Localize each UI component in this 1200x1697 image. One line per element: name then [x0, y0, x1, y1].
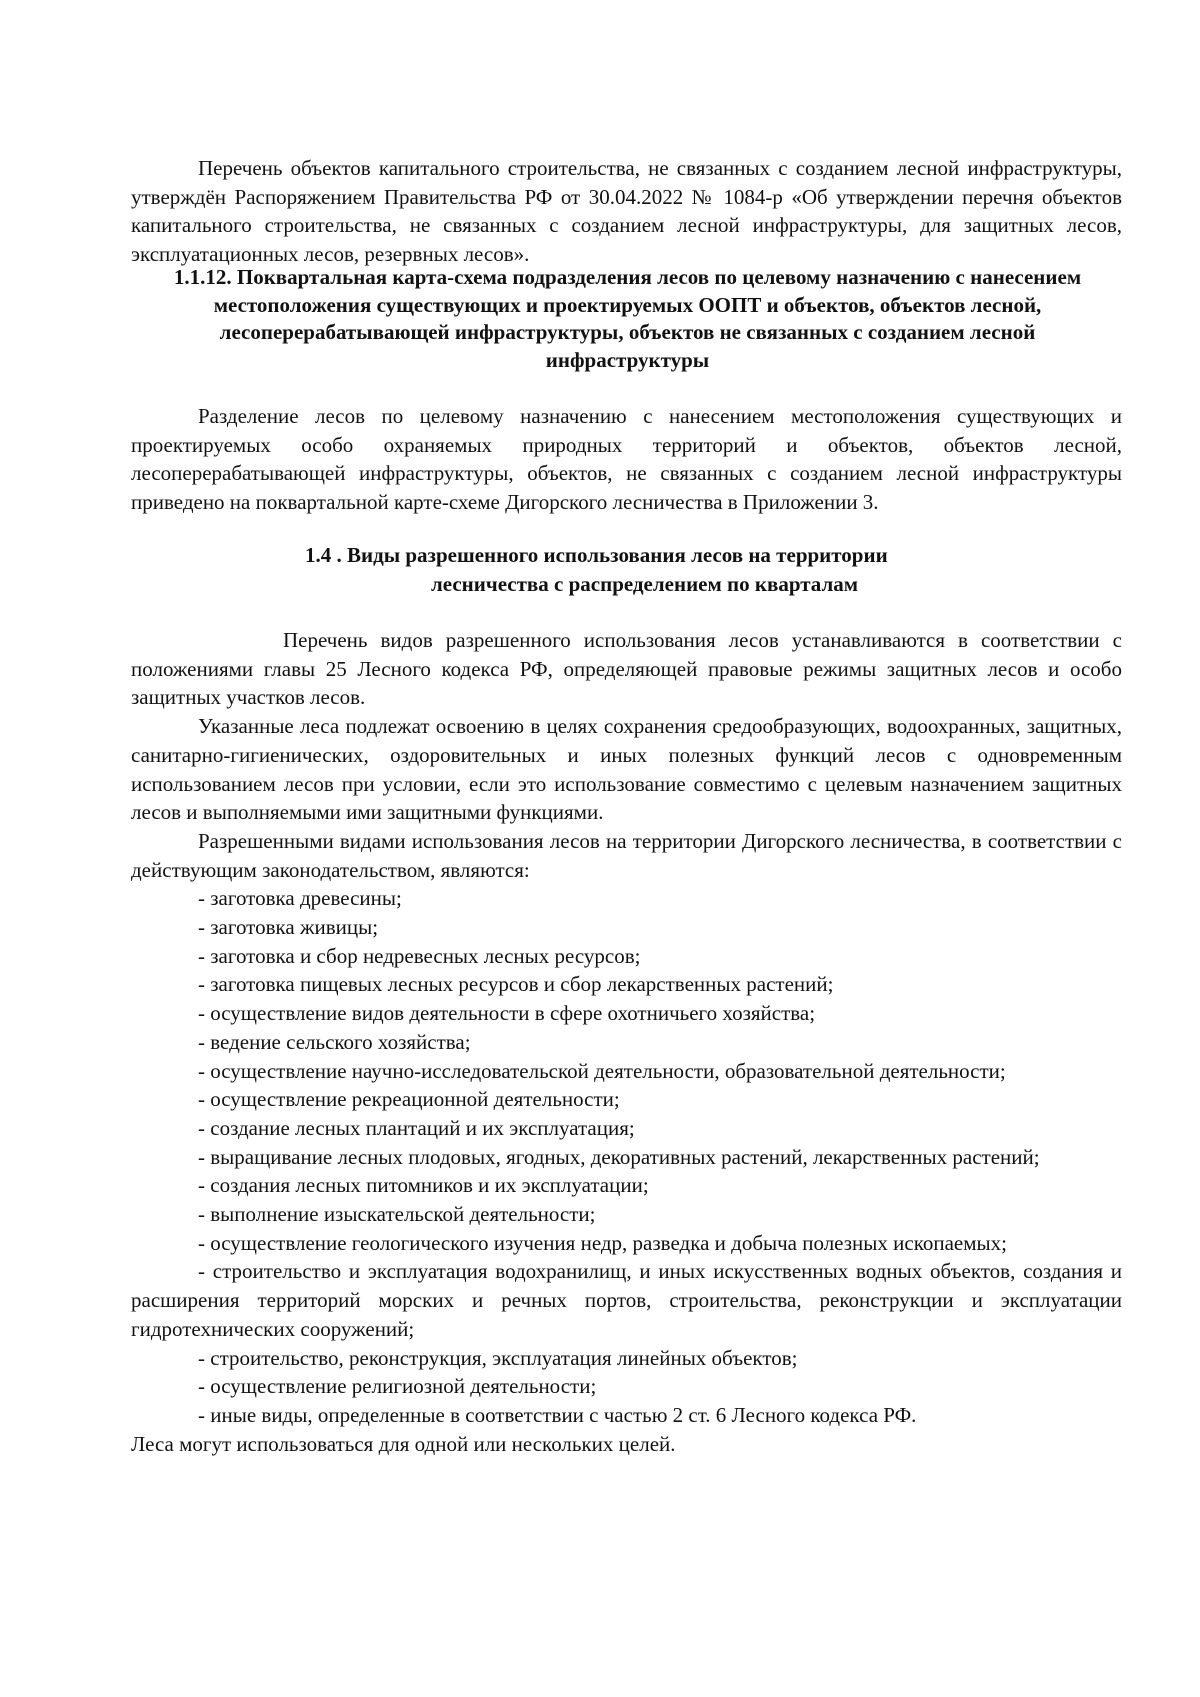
list-item: - осуществление геологического изучения недр, разведка и добыча полезных ископаемых; [198, 1230, 1007, 1255]
list-item: - иные виды, определенные в соответствии с частью 2 ст. 6 Лесного кодекса РФ. [198, 1402, 917, 1427]
section-1-4-heading [305, 541, 1105, 599]
intro-section [131, 154, 1122, 269]
section-1-1-12-body [131, 402, 1122, 517]
list-item: - осуществление рекреационной деятельности; [198, 1087, 620, 1112]
list-item: - осуществление видов деятельности в сфере охотничьего хозяйства; [198, 1001, 816, 1026]
list-item: - осуществление научно-исследовательской деятельности, образовательной деятельности; [198, 1058, 1006, 1083]
list-item: - заготовка и сбор недревесных лесных ресурсов; [198, 943, 641, 968]
list-item: - заготовка пищевых лесных ресурсов и сбор лекарственных растений; [198, 972, 834, 997]
list-item: - заготовка живицы; [198, 915, 379, 940]
section-1-4-heading-line1: 1.4 . Виды разрешенного использования лесов на территории [305, 543, 888, 567]
section-1-4-paragraph-1: Перечень видов разрешенного использования лесов устанавливаются в соответствии с положениями главы 25 Лесного кодекса РФ, определяющей правовые режимы защитных лесов и особо защитных участков лесов. [131, 628, 1122, 710]
section-1-1-12-paragraph: Разделение лесов по целевому назначению с нанесением местоположения существующих и проектируемых особо охраняемых природных территорий и объектов, объектов лесной, лесоперерабатывающей инфраструктуры, объектов, не связанных с созданием лесной инфраструктуры приведено на поквартальной карте-схеме Дигорского лесничества в Приложении 3. [131, 404, 1122, 515]
section-1-4-body [131, 626, 1122, 1458]
section-1-4-paragraph-3: Разрешенными видами использования лесов на территории Дигорского лесничества, в соответствии с действующим законодательством, являются: [131, 828, 1122, 882]
section-1-4-heading-line2: лесничества с распределением по кварталам [431, 572, 859, 596]
section-1-1-12-heading-block [145, 264, 1110, 374]
section-1-1-12-heading: 1.1.12. Поквартальная карта-схема подразделения лесов по целевому назначению с нанесением местоположения существующих и проектируемых ООПТ и объектов, объектов лесной, лесоперерабатывающей инфраструктуры, объектов не связанных с созданием лесной инфраструктуры [173, 265, 1082, 372]
list-item: - строительство, реконструкция, эксплуатация линейных объектов; [198, 1345, 798, 1370]
list-item: - выращивание лесных плодовых, ягодных, декоративных растений, лекарственных растений; [198, 1144, 1040, 1169]
list-item: - строительство и эксплуатация водохранилищ, и иных искусственных водных объектов, создания и расширения территорий морских и речных портов, строительства, реконструкции и эксплуатации гидротехнических сооружений; [131, 1259, 1122, 1341]
allowed-uses-list [131, 884, 1122, 1429]
section-1-4-paragraph-2: Указанные леса подлежат освоению в целях сохранения средообразующих, водоохранных, защитных, санитарно-гигиенических, оздоровительных и иных полезных функций лесов с одновременным использованием лесов при условии, если это использование совместимо с целевым назначением защитных лесов и выполняемыми ими защитными функциями. [131, 714, 1122, 825]
list-item: - осуществление религиозной деятельности; [198, 1374, 597, 1399]
list-item: - заготовка древесины; [198, 886, 402, 911]
list-item: - создание лесных плантаций и их эксплуатация; [198, 1115, 635, 1140]
list-item: - создания лесных питомников и их эксплуатации; [198, 1173, 649, 1198]
list-item: - ведение сельского хозяйства; [198, 1029, 471, 1054]
list-item: - выполнение изыскательской деятельности; [198, 1202, 596, 1227]
intro-paragraph: Перечень объектов капитального строительства, не связанных с созданием лесной инфраструктуры, утверждён Распоряжением Правительства РФ от 30.04.2022 № 1084-р «Об утверждении перечня объектов капитального строительства, не связанных с созданием лесной инфраструктуры, для защитных лесов, эксплуатационных лесов, резервных лесов». [131, 156, 1122, 267]
closing-line: Леса могут использоваться для одной или нескольких целей. [131, 1431, 676, 1456]
